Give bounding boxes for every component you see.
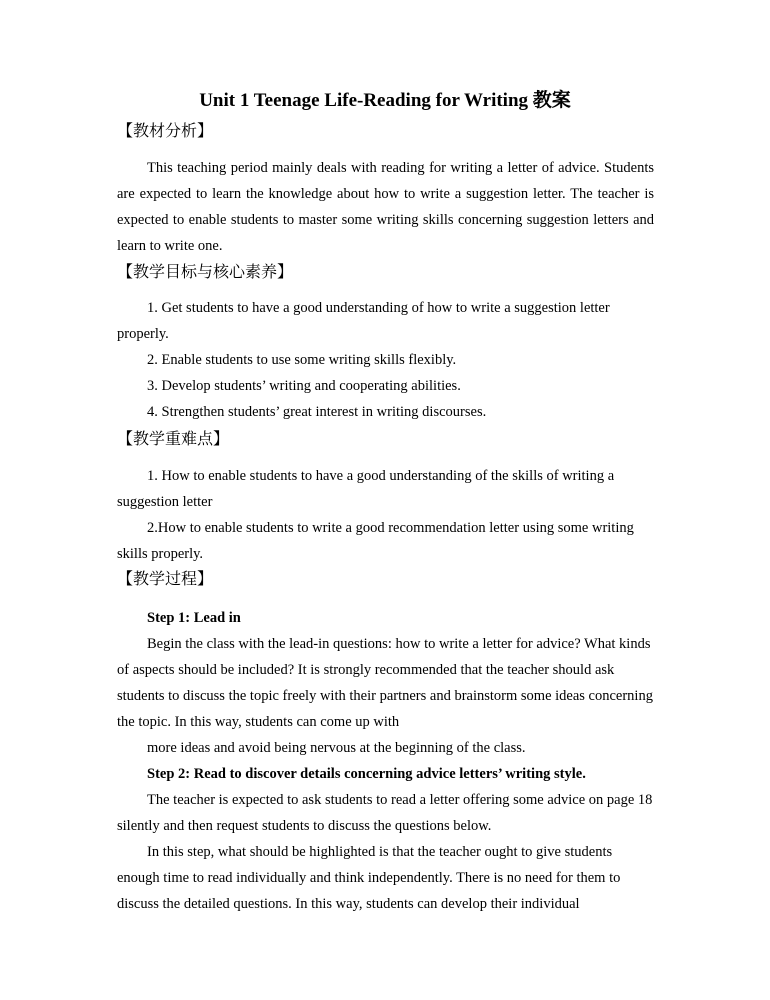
key-point-item-2: 2.How to enable students to write a good recommendation letter using some writing skills properly. (117, 520, 634, 562)
step2-paragraph: The teacher is expected to ask students to read a letter offering some advice on page 18 silently and then request students to discuss the questions below. (117, 792, 653, 834)
analysis-paragraph: This teaching period mainly deals with reading for writing a letter of advice. Students are expected to learn the knowledge about how to write a suggestion letter. The teacher is expected to enable students to master some writing skills concerning suggestion letters and learn to write one. (117, 160, 654, 254)
section-heading-objectives: 【教学目标与核心素养】 (117, 262, 294, 281)
section-heading-key-points: 【教学重难点】 (117, 429, 230, 448)
step2-title: Step 2: Read to discover details concerning advice letters’ writing style. (147, 766, 586, 782)
objective-item-1: 1. Get students to have a good understanding of how to write a suggestion letter properly. (117, 300, 610, 342)
objective-item-4: 4. Strengthen students’ great interest in writing discourses. (147, 404, 487, 420)
section-heading-process: 【教学过程】 (117, 569, 214, 588)
step1-paragraph: Begin the class with the lead-in questions: how to write a letter for advice? What kinds of aspects should be included? It is strongly recommended that the teacher should ask students to discuss the topic freely with their partners and brainstorm some ideas concerning the topic. In this way, students can come up with (117, 636, 653, 730)
document-title: Unit 1 Teenage Life-Reading for Writing 教案 (199, 90, 571, 111)
step2-paragraph-continued: In this step, what should be highlighted is that the teacher ought to give students enough time to read individually and think independently. There is no need for them to discuss the detailed questions. In this way, students can develop their individual (117, 844, 621, 912)
objective-item-2: 2. Enable students to use some writing skills flexibly. (147, 352, 457, 368)
step1-paragraph-continued: more ideas and avoid being nervous at the beginning of the class. (147, 740, 526, 756)
step1-title: Step 1: Lead in (147, 610, 241, 626)
objective-item-3: 3. Develop students’ writing and cooperating abilities. (147, 378, 461, 394)
key-point-item-1: 1. How to enable students to have a good understanding of the skills of writing a suggestion letter (117, 468, 615, 510)
section-heading-analysis: 【教材分析】 (117, 121, 214, 140)
